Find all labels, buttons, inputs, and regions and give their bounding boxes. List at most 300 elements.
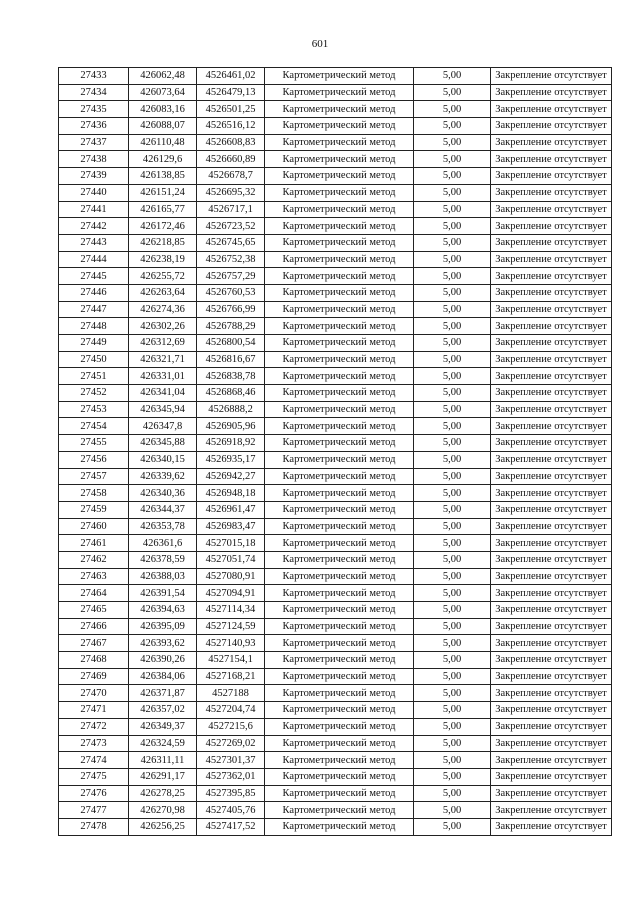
method-cell: Картометрический метод xyxy=(265,284,414,301)
fixing-note-cell: Закрепление отсутствует xyxy=(491,401,612,418)
accuracy-cell: 5,00 xyxy=(414,401,491,418)
method-cell: Картометрический метод xyxy=(265,101,414,118)
point-number-cell: 27454 xyxy=(59,418,129,435)
point-number-cell: 27465 xyxy=(59,602,129,619)
table-row xyxy=(59,568,612,585)
accuracy-cell: 5,00 xyxy=(414,318,491,335)
method-cell: Картометрический метод xyxy=(265,618,414,635)
x-coordinate-cell: 426110,48 xyxy=(129,134,197,151)
x-coordinate-cell: 426218,85 xyxy=(129,234,197,251)
x-coordinate-cell: 426278,25 xyxy=(129,785,197,802)
method-cell: Картометрический метод xyxy=(265,702,414,719)
table-row xyxy=(59,234,612,251)
fixing-note-cell: Закрепление отсутствует xyxy=(491,118,612,135)
fixing-note-cell: Закрепление отсутствует xyxy=(491,101,612,118)
method-cell: Картометрический метод xyxy=(265,668,414,685)
x-coordinate-cell: 426324,59 xyxy=(129,735,197,752)
x-coordinate-cell: 426340,36 xyxy=(129,485,197,502)
x-coordinate-cell: 426341,04 xyxy=(129,385,197,402)
point-number-cell: 27440 xyxy=(59,184,129,201)
point-number-cell: 27450 xyxy=(59,351,129,368)
x-coordinate-cell: 426388,03 xyxy=(129,568,197,585)
table-row xyxy=(59,335,612,352)
y-coordinate-cell: 4526760,53 xyxy=(197,284,265,301)
table-row xyxy=(59,668,612,685)
accuracy-cell: 5,00 xyxy=(414,551,491,568)
table-row xyxy=(59,401,612,418)
x-coordinate-cell: 426345,94 xyxy=(129,401,197,418)
y-coordinate-cell: 4527204,74 xyxy=(197,702,265,719)
x-coordinate-cell: 426391,54 xyxy=(129,585,197,602)
y-coordinate-cell: 4527405,76 xyxy=(197,802,265,819)
accuracy-cell: 5,00 xyxy=(414,218,491,235)
x-coordinate-cell: 426331,01 xyxy=(129,368,197,385)
y-coordinate-cell: 4526745,65 xyxy=(197,234,265,251)
table-row xyxy=(59,585,612,602)
y-coordinate-cell: 4527051,74 xyxy=(197,551,265,568)
accuracy-cell: 5,00 xyxy=(414,535,491,552)
y-coordinate-cell: 4527269,02 xyxy=(197,735,265,752)
fixing-note-cell: Закрепление отсутствует xyxy=(491,368,612,385)
point-number-cell: 27460 xyxy=(59,518,129,535)
table-row xyxy=(59,518,612,535)
y-coordinate-cell: 4526868,46 xyxy=(197,385,265,402)
fixing-note-cell: Закрепление отсутствует xyxy=(491,535,612,552)
accuracy-cell: 5,00 xyxy=(414,652,491,669)
table-row xyxy=(59,418,612,435)
point-number-cell: 27451 xyxy=(59,368,129,385)
x-coordinate-cell: 426062,48 xyxy=(129,68,197,85)
method-cell: Картометрический метод xyxy=(265,351,414,368)
fixing-note-cell: Закрепление отсутствует xyxy=(491,702,612,719)
accuracy-cell: 5,00 xyxy=(414,84,491,101)
table-row xyxy=(59,118,612,135)
y-coordinate-cell: 4526501,25 xyxy=(197,101,265,118)
y-coordinate-cell: 4527124,59 xyxy=(197,618,265,635)
point-number-cell: 27448 xyxy=(59,318,129,335)
table-row xyxy=(59,735,612,752)
table-row xyxy=(59,635,612,652)
fixing-note-cell: Закрепление отсутствует xyxy=(491,802,612,819)
x-coordinate-cell: 426138,85 xyxy=(129,168,197,185)
accuracy-cell: 5,00 xyxy=(414,752,491,769)
x-coordinate-cell: 426361,6 xyxy=(129,535,197,552)
fixing-note-cell: Закрепление отсутствует xyxy=(491,201,612,218)
y-coordinate-cell: 4527417,52 xyxy=(197,818,265,835)
accuracy-cell: 5,00 xyxy=(414,818,491,835)
y-coordinate-cell: 4526918,92 xyxy=(197,435,265,452)
method-cell: Картометрический метод xyxy=(265,518,414,535)
fixing-note-cell: Закрепление отсутствует xyxy=(491,435,612,452)
point-number-cell: 27443 xyxy=(59,234,129,251)
table-row xyxy=(59,351,612,368)
y-coordinate-cell: 4526766,99 xyxy=(197,301,265,318)
table-row xyxy=(59,468,612,485)
y-coordinate-cell: 4527015,18 xyxy=(197,535,265,552)
fixing-note-cell: Закрепление отсутствует xyxy=(491,284,612,301)
y-coordinate-cell: 4527080,91 xyxy=(197,568,265,585)
accuracy-cell: 5,00 xyxy=(414,635,491,652)
x-coordinate-cell: 426311,11 xyxy=(129,752,197,769)
y-coordinate-cell: 4527154,1 xyxy=(197,652,265,669)
y-coordinate-cell: 4526461,02 xyxy=(197,68,265,85)
table-row xyxy=(59,385,612,402)
point-number-cell: 27444 xyxy=(59,251,129,268)
accuracy-cell: 5,00 xyxy=(414,335,491,352)
fixing-note-cell: Закрепление отсутствует xyxy=(491,351,612,368)
accuracy-cell: 5,00 xyxy=(414,602,491,619)
table-row xyxy=(59,535,612,552)
accuracy-cell: 5,00 xyxy=(414,201,491,218)
point-number-cell: 27455 xyxy=(59,435,129,452)
point-number-cell: 27478 xyxy=(59,818,129,835)
x-coordinate-cell: 426129,6 xyxy=(129,151,197,168)
table-row xyxy=(59,802,612,819)
method-cell: Картометрический метод xyxy=(265,551,414,568)
point-number-cell: 27476 xyxy=(59,785,129,802)
y-coordinate-cell: 4526752,38 xyxy=(197,251,265,268)
fixing-note-cell: Закрепление отсутствует xyxy=(491,385,612,402)
accuracy-cell: 5,00 xyxy=(414,785,491,802)
y-coordinate-cell: 4526961,47 xyxy=(197,501,265,518)
y-coordinate-cell: 4526905,96 xyxy=(197,418,265,435)
fixing-note-cell: Закрепление отсутствует xyxy=(491,134,612,151)
method-cell: Картометрический метод xyxy=(265,752,414,769)
y-coordinate-cell: 4526516,12 xyxy=(197,118,265,135)
table-row xyxy=(59,785,612,802)
fixing-note-cell: Закрепление отсутствует xyxy=(491,184,612,201)
table-row xyxy=(59,151,612,168)
point-number-cell: 27435 xyxy=(59,101,129,118)
x-coordinate-cell: 426172,46 xyxy=(129,218,197,235)
x-coordinate-cell: 426395,09 xyxy=(129,618,197,635)
point-number-cell: 27447 xyxy=(59,301,129,318)
accuracy-cell: 5,00 xyxy=(414,284,491,301)
accuracy-cell: 5,00 xyxy=(414,134,491,151)
x-coordinate-cell: 426256,25 xyxy=(129,818,197,835)
x-coordinate-cell: 426263,64 xyxy=(129,284,197,301)
fixing-note-cell: Закрепление отсутствует xyxy=(491,652,612,669)
fixing-note-cell: Закрепление отсутствует xyxy=(491,668,612,685)
method-cell: Картометрический метод xyxy=(265,301,414,318)
table-row xyxy=(59,318,612,335)
fixing-note-cell: Закрепление отсутствует xyxy=(491,301,612,318)
fixing-note-cell: Закрепление отсутствует xyxy=(491,234,612,251)
point-number-cell: 27477 xyxy=(59,802,129,819)
y-coordinate-cell: 4526942,27 xyxy=(197,468,265,485)
y-coordinate-cell: 4526678,7 xyxy=(197,168,265,185)
accuracy-cell: 5,00 xyxy=(414,118,491,135)
table-row xyxy=(59,301,612,318)
accuracy-cell: 5,00 xyxy=(414,468,491,485)
table-row xyxy=(59,485,612,502)
method-cell: Картометрический метод xyxy=(265,385,414,402)
fixing-note-cell: Закрепление отсутствует xyxy=(491,785,612,802)
x-coordinate-cell: 426255,72 xyxy=(129,268,197,285)
y-coordinate-cell: 4526948,18 xyxy=(197,485,265,502)
table-row xyxy=(59,218,612,235)
method-cell: Картометрический метод xyxy=(265,151,414,168)
method-cell: Картометрический метод xyxy=(265,68,414,85)
table-body xyxy=(59,68,612,836)
x-coordinate-cell: 426394,63 xyxy=(129,602,197,619)
method-cell: Картометрический метод xyxy=(265,602,414,619)
x-coordinate-cell: 426345,88 xyxy=(129,435,197,452)
y-coordinate-cell: 4526800,54 xyxy=(197,335,265,352)
y-coordinate-cell: 4527140,93 xyxy=(197,635,265,652)
table-row xyxy=(59,768,612,785)
accuracy-cell: 5,00 xyxy=(414,451,491,468)
accuracy-cell: 5,00 xyxy=(414,351,491,368)
table-row xyxy=(59,268,612,285)
x-coordinate-cell: 426274,36 xyxy=(129,301,197,318)
y-coordinate-cell: 4526888,2 xyxy=(197,401,265,418)
method-cell: Картометрический метод xyxy=(265,768,414,785)
x-coordinate-cell: 426302,26 xyxy=(129,318,197,335)
point-number-cell: 27474 xyxy=(59,752,129,769)
x-coordinate-cell: 426073,64 xyxy=(129,84,197,101)
point-number-cell: 27467 xyxy=(59,635,129,652)
accuracy-cell: 5,00 xyxy=(414,301,491,318)
method-cell: Картометрический метод xyxy=(265,568,414,585)
y-coordinate-cell: 4526695,32 xyxy=(197,184,265,201)
y-coordinate-cell: 4526723,52 xyxy=(197,218,265,235)
point-number-cell: 27456 xyxy=(59,451,129,468)
point-number-cell: 27468 xyxy=(59,652,129,669)
fixing-note-cell: Закрепление отсутствует xyxy=(491,251,612,268)
point-number-cell: 27459 xyxy=(59,501,129,518)
accuracy-cell: 5,00 xyxy=(414,718,491,735)
method-cell: Картометрический метод xyxy=(265,268,414,285)
fixing-note-cell: Закрепление отсутствует xyxy=(491,518,612,535)
accuracy-cell: 5,00 xyxy=(414,501,491,518)
x-coordinate-cell: 426378,59 xyxy=(129,551,197,568)
table-row xyxy=(59,68,612,85)
accuracy-cell: 5,00 xyxy=(414,268,491,285)
fixing-note-cell: Закрепление отсутствует xyxy=(491,318,612,335)
y-coordinate-cell: 4527301,37 xyxy=(197,752,265,769)
method-cell: Картометрический метод xyxy=(265,451,414,468)
y-coordinate-cell: 4527362,01 xyxy=(197,768,265,785)
point-number-cell: 27472 xyxy=(59,718,129,735)
accuracy-cell: 5,00 xyxy=(414,702,491,719)
point-number-cell: 27437 xyxy=(59,134,129,151)
table-row xyxy=(59,435,612,452)
y-coordinate-cell: 4526788,29 xyxy=(197,318,265,335)
accuracy-cell: 5,00 xyxy=(414,685,491,702)
method-cell: Картометрический метод xyxy=(265,251,414,268)
point-number-cell: 27466 xyxy=(59,618,129,635)
fixing-note-cell: Закрепление отсутствует xyxy=(491,752,612,769)
method-cell: Картометрический метод xyxy=(265,401,414,418)
method-cell: Картометрический метод xyxy=(265,234,414,251)
table-row xyxy=(59,752,612,769)
table-row xyxy=(59,251,612,268)
accuracy-cell: 5,00 xyxy=(414,802,491,819)
method-cell: Картометрический метод xyxy=(265,335,414,352)
accuracy-cell: 5,00 xyxy=(414,68,491,85)
fixing-note-cell: Закрепление отсутствует xyxy=(491,418,612,435)
accuracy-cell: 5,00 xyxy=(414,418,491,435)
table-row xyxy=(59,702,612,719)
fixing-note-cell: Закрепление отсутствует xyxy=(491,718,612,735)
accuracy-cell: 5,00 xyxy=(414,251,491,268)
method-cell: Картометрический метод xyxy=(265,585,414,602)
method-cell: Картометрический метод xyxy=(265,84,414,101)
point-number-cell: 27439 xyxy=(59,168,129,185)
table-row xyxy=(59,652,612,669)
coordinates-table xyxy=(58,67,612,836)
table-row xyxy=(59,184,612,201)
point-number-cell: 27452 xyxy=(59,385,129,402)
x-coordinate-cell: 426321,71 xyxy=(129,351,197,368)
fixing-note-cell: Закрепление отсутствует xyxy=(491,268,612,285)
fixing-note-cell: Закрепление отсутствует xyxy=(491,602,612,619)
fixing-note-cell: Закрепление отсутствует xyxy=(491,218,612,235)
method-cell: Картометрический метод xyxy=(265,652,414,669)
accuracy-cell: 5,00 xyxy=(414,618,491,635)
fixing-note-cell: Закрепление отсутствует xyxy=(491,585,612,602)
fixing-note-cell: Закрепление отсутствует xyxy=(491,84,612,101)
fixing-note-cell: Закрепление отсутствует xyxy=(491,151,612,168)
fixing-note-cell: Закрепление отсутствует xyxy=(491,551,612,568)
point-number-cell: 27445 xyxy=(59,268,129,285)
fixing-note-cell: Закрепление отсутствует xyxy=(491,168,612,185)
x-coordinate-cell: 426339,62 xyxy=(129,468,197,485)
table-row xyxy=(59,551,612,568)
point-number-cell: 27434 xyxy=(59,84,129,101)
x-coordinate-cell: 426393,62 xyxy=(129,635,197,652)
point-number-cell: 27458 xyxy=(59,485,129,502)
point-number-cell: 27463 xyxy=(59,568,129,585)
fixing-note-cell: Закрепление отсутствует xyxy=(491,618,612,635)
x-coordinate-cell: 426083,16 xyxy=(129,101,197,118)
fixing-note-cell: Закрепление отсутствует xyxy=(491,485,612,502)
table-row xyxy=(59,501,612,518)
accuracy-cell: 5,00 xyxy=(414,768,491,785)
point-number-cell: 27473 xyxy=(59,735,129,752)
method-cell: Картометрический метод xyxy=(265,802,414,819)
table-row xyxy=(59,134,612,151)
x-coordinate-cell: 426291,17 xyxy=(129,768,197,785)
method-cell: Картометрический метод xyxy=(265,535,414,552)
accuracy-cell: 5,00 xyxy=(414,368,491,385)
x-coordinate-cell: 426347,8 xyxy=(129,418,197,435)
y-coordinate-cell: 4527114,34 xyxy=(197,602,265,619)
page-number: 601 xyxy=(311,38,329,50)
method-cell: Картометрический метод xyxy=(265,635,414,652)
table-row xyxy=(59,451,612,468)
fixing-note-cell: Закрепление отсутствует xyxy=(491,685,612,702)
accuracy-cell: 5,00 xyxy=(414,485,491,502)
method-cell: Картометрический метод xyxy=(265,368,414,385)
y-coordinate-cell: 4526838,78 xyxy=(197,368,265,385)
y-coordinate-cell: 4526717,1 xyxy=(197,201,265,218)
table-row xyxy=(59,201,612,218)
point-number-cell: 27464 xyxy=(59,585,129,602)
accuracy-cell: 5,00 xyxy=(414,668,491,685)
y-coordinate-cell: 4527215,6 xyxy=(197,718,265,735)
y-coordinate-cell: 4527168,21 xyxy=(197,668,265,685)
point-number-cell: 27453 xyxy=(59,401,129,418)
y-coordinate-cell: 4527094,91 xyxy=(197,585,265,602)
x-coordinate-cell: 426353,78 xyxy=(129,518,197,535)
method-cell: Картометрический метод xyxy=(265,685,414,702)
method-cell: Картометрический метод xyxy=(265,184,414,201)
fixing-note-cell: Закрепление отсутствует xyxy=(491,768,612,785)
y-coordinate-cell: 4526983,47 xyxy=(197,518,265,535)
fixing-note-cell: Закрепление отсутствует xyxy=(491,568,612,585)
point-number-cell: 27449 xyxy=(59,335,129,352)
point-number-cell: 27436 xyxy=(59,118,129,135)
table-row xyxy=(59,284,612,301)
point-number-cell: 27470 xyxy=(59,685,129,702)
method-cell: Картометрический метод xyxy=(265,735,414,752)
x-coordinate-cell: 426270,98 xyxy=(129,802,197,819)
fixing-note-cell: Закрепление отсутствует xyxy=(491,735,612,752)
table-row xyxy=(59,685,612,702)
method-cell: Картометрический метод xyxy=(265,718,414,735)
method-cell: Картометрический метод xyxy=(265,134,414,151)
fixing-note-cell: Закрепление отсутствует xyxy=(491,501,612,518)
point-number-cell: 27441 xyxy=(59,201,129,218)
y-coordinate-cell: 4526660,89 xyxy=(197,151,265,168)
accuracy-cell: 5,00 xyxy=(414,435,491,452)
x-coordinate-cell: 426349,37 xyxy=(129,718,197,735)
y-coordinate-cell: 4526816,67 xyxy=(197,351,265,368)
point-number-cell: 27433 xyxy=(59,68,129,85)
fixing-note-cell: Закрепление отсутствует xyxy=(491,635,612,652)
method-cell: Картометрический метод xyxy=(265,485,414,502)
y-coordinate-cell: 4527395,85 xyxy=(197,785,265,802)
accuracy-cell: 5,00 xyxy=(414,101,491,118)
x-coordinate-cell: 426151,24 xyxy=(129,184,197,201)
method-cell: Картометрический метод xyxy=(265,218,414,235)
table-row xyxy=(59,602,612,619)
accuracy-cell: 5,00 xyxy=(414,735,491,752)
x-coordinate-cell: 426384,06 xyxy=(129,668,197,685)
x-coordinate-cell: 426312,69 xyxy=(129,335,197,352)
x-coordinate-cell: 426238,19 xyxy=(129,251,197,268)
y-coordinate-cell: 4526608,83 xyxy=(197,134,265,151)
y-coordinate-cell: 4526935,17 xyxy=(197,451,265,468)
method-cell: Картометрический метод xyxy=(265,468,414,485)
table-row xyxy=(59,618,612,635)
point-number-cell: 27442 xyxy=(59,218,129,235)
method-cell: Картометрический метод xyxy=(265,418,414,435)
point-number-cell: 27475 xyxy=(59,768,129,785)
accuracy-cell: 5,00 xyxy=(414,585,491,602)
x-coordinate-cell: 426165,77 xyxy=(129,201,197,218)
fixing-note-cell: Закрепление отсутствует xyxy=(491,335,612,352)
x-coordinate-cell: 426344,37 xyxy=(129,501,197,518)
method-cell: Картометрический метод xyxy=(265,201,414,218)
method-cell: Картометрический метод xyxy=(265,785,414,802)
method-cell: Картометрический метод xyxy=(265,318,414,335)
method-cell: Картометрический метод xyxy=(265,435,414,452)
fixing-note-cell: Закрепление отсутствует xyxy=(491,818,612,835)
point-number-cell: 27457 xyxy=(59,468,129,485)
method-cell: Картометрический метод xyxy=(265,501,414,518)
accuracy-cell: 5,00 xyxy=(414,151,491,168)
accuracy-cell: 5,00 xyxy=(414,234,491,251)
fixing-note-cell: Закрепление отсутствует xyxy=(491,68,612,85)
x-coordinate-cell: 426390,26 xyxy=(129,652,197,669)
y-coordinate-cell: 4526757,29 xyxy=(197,268,265,285)
accuracy-cell: 5,00 xyxy=(414,168,491,185)
table-row xyxy=(59,84,612,101)
point-number-cell: 27446 xyxy=(59,284,129,301)
